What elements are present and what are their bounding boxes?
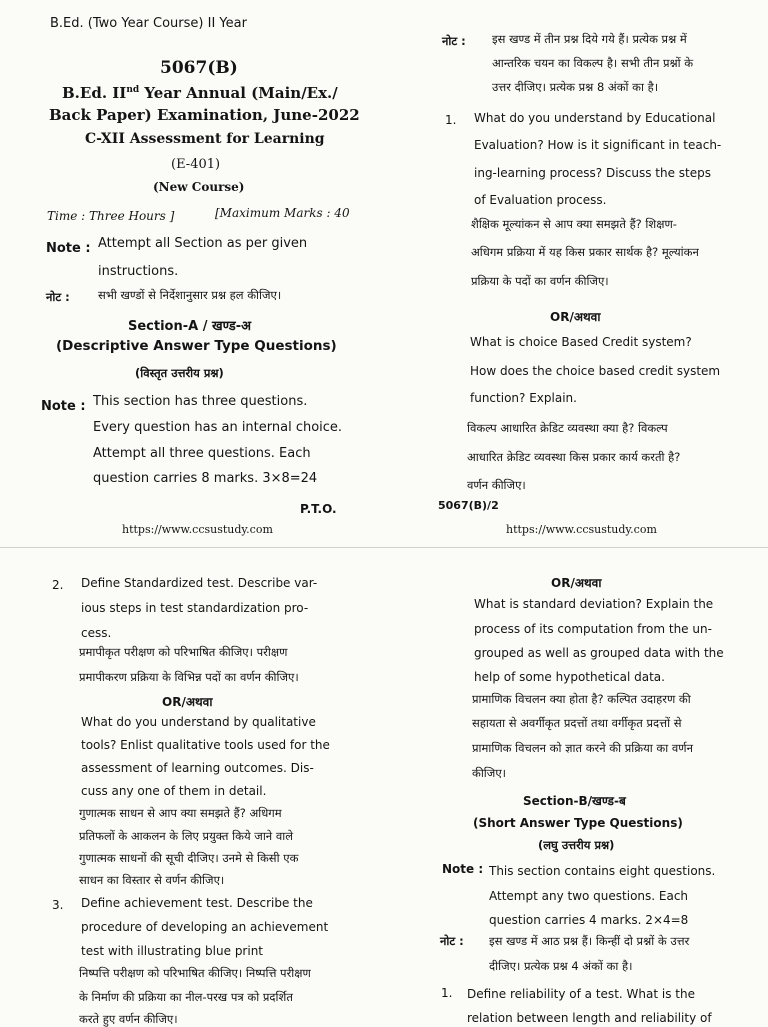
paper-code: 5067(B) <box>160 58 238 78</box>
section-b-hindi-line: दीजिए। प्रत्येक प्रश्न 4 अंकों का है। <box>489 959 633 973</box>
question-text-line: grouped as well as grouped data with the <box>474 646 724 660</box>
right-note-hindi-label: नोट : <box>442 34 466 48</box>
question-hindi-line: प्रामाणिक विचलन क्या होता है? कल्पित उदाहरण की <box>472 692 691 706</box>
section-a-note-label: Note : <box>41 399 86 414</box>
question-text-line: How does the choice based credit system <box>470 364 721 378</box>
question-hindi-line: कीजिए। <box>472 766 507 780</box>
question-text-line: cuss any one of them in detail. <box>81 784 267 798</box>
question-hindi-line: विकल्प आधारित क्रेडिट व्यवस्था क्या है? विकल्प <box>467 421 668 435</box>
right-note-hindi-line: उत्तर दीजिए। प्रत्येक प्रश्न 8 अंकों का है। <box>492 80 659 94</box>
footer-url-left[interactable]: https://www.ccsustudy.com <box>122 523 273 536</box>
footer-url-right[interactable]: https://www.ccsustudy.com <box>506 523 657 536</box>
question-hindi-line: साधन का विस्तार से वर्णन कीजिए। <box>79 873 225 887</box>
or-separator: OR/अथवा <box>550 310 601 324</box>
question-text-line: Define reliability of a test. What is the <box>467 987 695 1001</box>
question-text-line: function? Explain. <box>470 391 577 405</box>
question-text-line: What is standard deviation? Explain the <box>474 597 714 611</box>
question-text-line: ing-learning process? Discuss the steps <box>474 166 712 180</box>
or-separator: OR/अथवा <box>162 695 213 709</box>
section-b-hindi-line: इस खण्ड में आठ प्रश्न हैं। किन्हीं दो प्रश्नों के उत्तर <box>489 934 690 948</box>
question-text-line: assessment of learning outcomes. Dis- <box>81 761 314 775</box>
question-text-line: of Evaluation process. <box>474 193 607 207</box>
section-a-note-line: question carries 8 marks. 3×8=24 <box>93 471 318 486</box>
note-text-line1: Attempt all Section as per given <box>98 236 308 251</box>
question-hindi-line: आधारित क्रेडिट व्यवस्था किस प्रकार कार्य करती है? <box>467 450 681 464</box>
right-note-hindi-line: इस खण्ड में तीन प्रश्न दिये गये हैं। प्रत्येक प्रश्न में <box>492 32 687 46</box>
section-a-note-line: This section has three questions. <box>93 394 308 409</box>
question-hindi-line: सहायता से अवर्गीकृत प्रदत्तों तथा वर्गीकृत प्रदत्तों से <box>472 716 682 730</box>
question-hindi-line: शैक्षिक मूल्यांकन से आप क्या समझते हैं? शिक्षण- <box>471 217 677 231</box>
question-hindi-line: प्रक्रिया के पदों का वर्णन कीजिए। <box>471 274 609 288</box>
section-a-note-line: Attempt all three questions. Each <box>93 446 311 461</box>
question-text-line: Define Standardized test. Describe var- <box>81 576 318 590</box>
new-course-label: (New Course) <box>153 180 245 194</box>
right-note-hindi-line: आन्तरिक चयन का विकल्प है। सभी तीन प्रश्नों के <box>492 56 694 70</box>
question-text-line: ious steps in test standardization pro- <box>81 601 309 615</box>
question-text-line: test with illustrating blue print <box>81 944 264 958</box>
question-hindi-line: गुणात्मक साधनों की सूची दीजिए। उनमे से किसी एक <box>79 851 299 865</box>
question-text-line: help of some hypothetical data. <box>474 670 665 684</box>
note-label: Note : <box>46 241 91 256</box>
question-number: 2. <box>52 578 64 592</box>
question-text-line: Define achievement test. Describe the <box>81 896 313 910</box>
section-b-note-label: Note : <box>442 862 484 876</box>
question-hindi-line: अधिगम प्रक्रिया में यह किस प्रकार सार्थक है? मूल्यांकन <box>471 245 699 259</box>
question-hindi-line: करते हुए वर्णन कीजिए। <box>79 1012 178 1026</box>
pto-label: P.T.O. <box>300 502 337 516</box>
section-b-title: Section-B/खण्ड-ब <box>523 794 626 808</box>
section-a-subtitle-hindi: (विस्तृत उत्तरीय प्रश्न) <box>135 366 224 380</box>
section-b-note-line: Attempt any two questions. Each <box>489 889 689 903</box>
question-hindi-line: के निर्माण की प्रक्रिया का नील-परख पत्र को प्रदर्शित <box>79 990 293 1004</box>
section-b-hindi-label: नोट : <box>440 934 464 948</box>
question-text-line: What do you understand by qualitative <box>81 715 316 729</box>
question-hindi-line: प्रतिफलों के आकलन के लिए प्रयुक्त किये जाने वाले <box>79 829 294 843</box>
note-text-line2: instructions. <box>98 264 179 279</box>
question-text-line: tools? Enlist qualitative tools used for the <box>81 738 330 752</box>
section-a-title: Section-A / खण्ड-अ <box>128 319 252 334</box>
question-hindi-line: गुणात्मक साधन से आप क्या समझते हैं? अधिगम <box>79 806 282 820</box>
page-code: 5067(B)/2 <box>438 499 499 512</box>
note-hindi-label: नोट : <box>46 290 70 304</box>
note-hindi-text: सभी खण्डों से निर्देशानुसार प्रश्न हल कीजिए। <box>98 288 282 302</box>
max-marks-label: [Maximum Marks : 40 <box>215 206 350 220</box>
question-text-line: Evaluation? How is it significant in teach- <box>474 138 722 152</box>
section-b-note-line: This section contains eight questions. <box>489 864 716 878</box>
subject-title: C-XII Assessment for Learning <box>85 131 325 147</box>
question-hindi-line: प्रामाणिक विचलन को ज्ञात करने की प्रक्रिया का वर्णन <box>472 741 693 755</box>
section-b-subtitle: (Short Answer Type Questions) <box>473 816 683 830</box>
section-b-note-line: question carries 4 marks. 2×4=8 <box>489 913 689 927</box>
question-text-line: cess. <box>81 626 112 640</box>
question-text-line: process of its computation from the un- <box>474 622 712 636</box>
question-hindi-line: प्रमापीकरण प्रक्रिया के विभिन्न पदों का वर्णन कीजिए। <box>79 670 299 684</box>
exam-title-line1: B.Ed. IInd Year Annual (Main/Ex./ <box>62 84 338 102</box>
question-text-line: What do you understand by Educational <box>474 111 716 125</box>
course-line: B.Ed. (Two Year Course) II Year <box>50 16 247 31</box>
question-hindi-line: निष्पत्ति परीक्षण को परिभाषित कीजिए। निष्पत्ति परीक्षण <box>79 966 311 980</box>
question-number: 3. <box>52 898 64 912</box>
subject-code: (E-401) <box>171 157 221 172</box>
exam-title-line2: Back Paper) Examination, June-2022 <box>49 106 360 124</box>
question-hindi-line: प्रमापीकृत परीक्षण को परिभाषित कीजिए। परीक्षण <box>79 645 288 659</box>
time-label: Time : Three Hours ] <box>47 209 175 223</box>
section-b-subtitle-hindi: (लघु उत्तरीय प्रश्न) <box>538 838 615 852</box>
section-a-subtitle: (Descriptive Answer Type Questions) <box>56 338 337 354</box>
question-text-line: procedure of developing an achievement <box>81 920 329 934</box>
question-hindi-line: वर्णन कीजिए। <box>467 478 526 492</box>
section-a-note-line: Every question has an internal choice. <box>93 420 343 435</box>
page-divider <box>0 547 768 548</box>
question-text-line: What is choice Based Credit system? <box>470 335 692 349</box>
question-text-line: relation between length and reliability of <box>467 1011 712 1025</box>
question-number: 1. <box>445 113 457 127</box>
question-number: 1. <box>441 986 453 1000</box>
or-separator: OR/अथवा <box>551 576 602 590</box>
